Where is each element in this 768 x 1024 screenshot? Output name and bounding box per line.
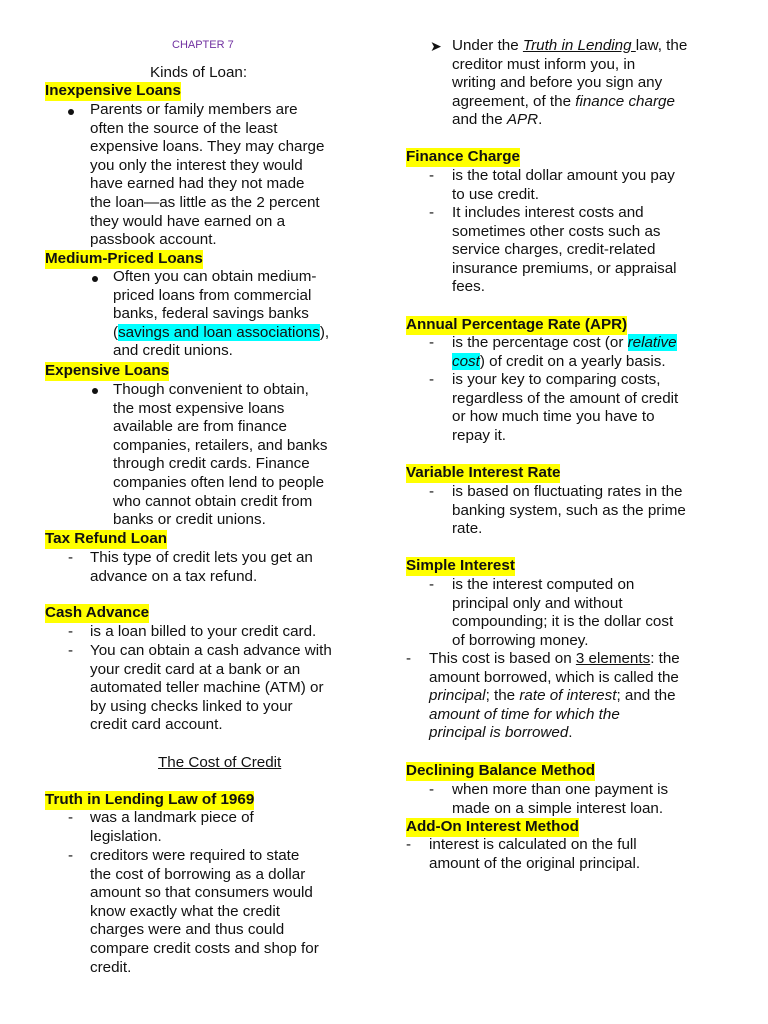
text-span: principal — [429, 687, 486, 705]
text-line: when more than one payment is — [452, 781, 669, 798]
text-line — [452, 111, 687, 130]
text-line: passbook account. — [90, 231, 217, 249]
text-span: rate of interest — [519, 687, 617, 705]
text-line: and credit unions. — [113, 342, 233, 360]
text-span: Under the — [452, 37, 523, 54]
text-line: you only the interest they would — [90, 156, 303, 174]
text-line: was a landmark piece of — [90, 809, 254, 826]
text-span: APR — [506, 111, 539, 129]
text-line: Often you can obtain medium- — [113, 268, 317, 285]
heading-text: Tax Refund Loan — [45, 530, 168, 547]
text-span: ) of credit on a yearly basis. — [479, 352, 666, 370]
cost-of-credit-title: The Cost of Credit — [158, 754, 282, 771]
dash-marker: - — [429, 576, 435, 593]
text-line: This type of credit lets you get an — [90, 549, 313, 566]
declining-text — [452, 781, 668, 818]
finance-charge-text-1 — [452, 167, 675, 204]
text-line: amount of time for which the — [429, 705, 620, 723]
dash-marker: - — [429, 483, 435, 500]
text-line: rate. — [452, 520, 483, 538]
text-span: ; the — [485, 687, 520, 705]
text-line: by using checks linked to your — [90, 697, 293, 715]
text-line: the loan—as little as the 2 percent — [90, 193, 320, 211]
heading-medium-priced-loans: Medium-Priced Loans — [45, 250, 203, 267]
dash-marker: - — [429, 781, 435, 798]
text-line: It includes interest costs and — [452, 204, 644, 221]
heading-add-on-interest-method: Add-On Interest Method — [406, 818, 579, 835]
text-line: You can obtain a cash advance with — [90, 642, 332, 659]
bullet-dot — [92, 276, 98, 282]
text-line: automated teller machine (ATM) or — [90, 679, 324, 697]
expensive-text — [113, 381, 327, 530]
simple-interest-text-2 — [429, 650, 680, 743]
text-line: interest is calculated on the full — [429, 836, 637, 853]
heading-tax-refund-loan — [45, 530, 167, 549]
text-line: credit card account. — [90, 716, 223, 734]
heading-variable-interest-rate: Variable Interest Rate — [406, 464, 561, 481]
text-line: is a loan billed to your credit card. — [90, 623, 317, 640]
text-span: principal is borrowed — [429, 724, 569, 742]
text-line: principal only and without — [452, 594, 623, 612]
dash-marker: - — [406, 836, 412, 853]
text-line: sometimes other costs such as — [452, 222, 661, 240]
variable-text — [452, 483, 686, 539]
text-span: ; and the — [616, 687, 676, 705]
highlight-cost: cost — [452, 352, 480, 370]
heading-simple-interest: Simple Interest — [406, 557, 515, 574]
text-span: 3 elements — [575, 650, 651, 667]
text-line: amount borrowed, which is called the — [429, 668, 679, 686]
bullet-dot — [92, 388, 98, 394]
bullet-dot — [68, 109, 74, 115]
text-line: banks or credit unions. — [113, 511, 266, 529]
text-line: creditor must inform you, in — [452, 55, 636, 73]
text-line: regardless of the amount of credit — [452, 389, 679, 407]
text-span: This cost is based on — [429, 650, 576, 667]
heading-declining-balance-method: Declining Balance Method — [406, 762, 596, 779]
text-line: who cannot obtain credit from — [113, 492, 313, 510]
text-line: expensive loans. They may charge — [90, 138, 325, 156]
text-line: your credit card at a bank or an — [90, 660, 301, 678]
text-span: law, the — [635, 37, 688, 54]
text-line: banking system, such as the prime — [452, 501, 686, 519]
heading-truth-in-lending-law: Truth in Lending Law of 1969 — [45, 791, 255, 808]
dash-marker: - — [429, 334, 435, 351]
text-line: fees. — [452, 278, 485, 296]
arrow-bullet-icon: ➤ — [430, 38, 442, 54]
tax-refund-text — [90, 549, 313, 586]
text-span: ), — [319, 323, 330, 341]
text-line: creditors were required to state — [90, 847, 300, 864]
text-line: made on a simple interest loan. — [452, 799, 664, 817]
heading-cash-advance: Cash Advance — [45, 604, 150, 621]
text-line — [452, 93, 687, 112]
dash-marker: - — [68, 642, 74, 659]
text-line: know exactly what the credit — [90, 902, 280, 920]
text-line: insurance premiums, or appraisal — [452, 259, 677, 277]
text-line: the most expensive loans — [113, 399, 285, 417]
addon-text — [429, 836, 640, 873]
highlight-savings-and-loan: savings and loan associations — [118, 323, 320, 341]
truth-in-lending-note — [452, 37, 687, 130]
chapter-label: CHAPTER 7 — [172, 39, 234, 51]
text-span: is the percentage cost (or — [452, 334, 628, 351]
text-line: advance on a tax refund. — [90, 567, 258, 585]
text-line — [452, 353, 677, 372]
text-line: companies often lend to people — [113, 473, 325, 491]
dash-marker: - — [429, 204, 435, 221]
inexpensive-text — [90, 101, 324, 250]
text-line: priced loans from commercial — [113, 286, 312, 304]
text-line: the cost of borrowing as a dollar — [90, 865, 306, 883]
text-line: Though convenient to obtain, — [113, 381, 309, 398]
text-line: Parents or family members are — [90, 101, 298, 118]
dash-marker: - — [429, 167, 435, 184]
simple-interest-text-1 — [452, 576, 673, 650]
apr-text-2 — [452, 371, 678, 445]
text-span: . — [568, 724, 573, 742]
heading-finance-charge: Finance Charge — [406, 148, 520, 165]
text-line: through credit cards. Finance — [113, 455, 310, 473]
cash-advance-text-2 — [90, 642, 332, 735]
medium-text — [113, 268, 329, 361]
text-span: agreement, of the — [452, 92, 576, 110]
heading-inexpensive-loans: Inexpensive Loans — [45, 82, 181, 99]
text-span: . — [538, 111, 543, 129]
apr-text-1 — [452, 334, 677, 371]
dash-marker: - — [68, 809, 74, 826]
text-line — [429, 650, 680, 669]
text-line: is your key to comparing costs, — [452, 371, 661, 388]
text-line: have earned had they not made — [90, 175, 305, 193]
dash-marker: - — [429, 371, 435, 388]
text-span: and the — [452, 111, 507, 129]
text-line: service charges, credit-related — [452, 241, 656, 259]
cash-advance-text-1 — [90, 623, 316, 642]
text-line: to use credit. — [452, 185, 539, 203]
kinds-title: Kinds of Loan: — [150, 64, 248, 81]
text-line: legislation. — [90, 827, 162, 845]
text-line: banks, federal savings banks — [113, 305, 309, 323]
heading-apr: Annual Percentage Rate (APR) — [406, 316, 628, 333]
text-span: : the — [650, 650, 680, 667]
dash-marker: - — [68, 623, 74, 640]
text-line: available are from finance — [113, 418, 287, 436]
text-line: or how much time you have to — [452, 408, 655, 426]
text-line — [452, 334, 677, 353]
text-line: amount so that consumers would — [90, 884, 313, 902]
text-span: Truth in Lending — [522, 37, 636, 54]
text-line: writing and before you sign any — [452, 74, 663, 92]
text-line: charges were and thus could — [90, 921, 285, 939]
text-line: of borrowing money. — [452, 631, 589, 649]
highlight-relative: relative — [627, 334, 677, 351]
dash-marker: - — [68, 847, 74, 864]
tila-text-1 — [90, 809, 254, 846]
text-line — [113, 324, 329, 343]
text-line: compare credit costs and shop for — [90, 939, 319, 957]
text-line: companies, retailers, and banks — [113, 436, 328, 454]
text-line: credit. — [90, 958, 132, 976]
text-line: they would have earned on a — [90, 212, 286, 230]
dash-marker: - — [406, 650, 412, 667]
text-line — [429, 687, 680, 706]
text-line: is based on fluctuating rates in the — [452, 483, 683, 500]
heading-expensive-loans: Expensive Loans — [45, 362, 170, 379]
text-line: often the source of the least — [90, 119, 278, 137]
text-line: amount of the original principal. — [429, 854, 641, 872]
text-line: is the interest computed on — [452, 576, 635, 593]
text-line — [452, 37, 687, 56]
text-span: finance charge — [575, 92, 675, 110]
text-line: is the total dollar amount you pay — [452, 167, 675, 184]
tila-text-2 — [90, 847, 319, 977]
finance-charge-text-2 — [452, 204, 677, 297]
text-line: repay it. — [452, 426, 507, 444]
text-line: compounding; it is the dollar cost — [452, 613, 674, 631]
dash-marker: - — [68, 549, 74, 566]
text-line — [429, 724, 680, 743]
text-span: ( — [113, 323, 119, 341]
